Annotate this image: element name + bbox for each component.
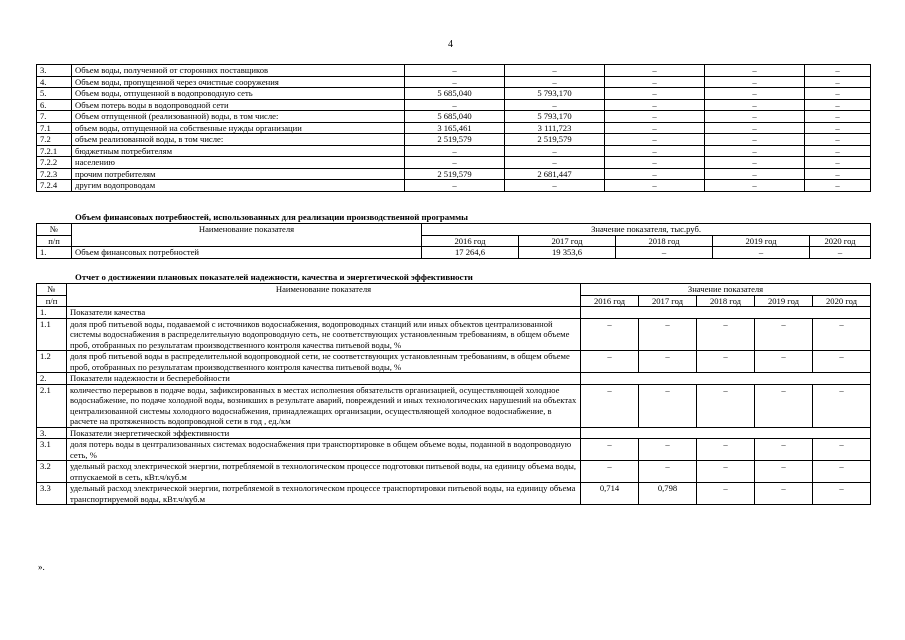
row-value: 2 681,447 bbox=[505, 168, 605, 180]
row-name: Объем воды, полученной от сторонних поставщиков bbox=[72, 65, 405, 77]
group-row bbox=[37, 427, 871, 439]
row-num: 5. bbox=[37, 88, 72, 100]
row-value: – bbox=[805, 180, 871, 192]
table-row bbox=[37, 180, 871, 192]
row-value: – bbox=[805, 99, 871, 111]
table-row bbox=[37, 88, 871, 100]
row-value: 0,714 bbox=[581, 483, 639, 505]
row-name: доля проб питьевой воды, подаваемой с источников водоснабжения, водопроводных станций или иных объектов централизованной системы водоснабжения в распределительную водопроводную сеть, не соответствующих установленным требованиям, в общем объеме проб, отобранных по результатам производственного контроля качества питьевой воды, % bbox=[67, 318, 581, 351]
row-value: – bbox=[581, 461, 639, 483]
row-value: – bbox=[605, 145, 705, 157]
row-value: – bbox=[581, 318, 639, 351]
year-header: 2018 год bbox=[616, 235, 713, 247]
row-name: населению bbox=[72, 157, 405, 169]
row-value: – bbox=[705, 134, 805, 146]
group-num: 1. bbox=[37, 307, 67, 319]
row-value: – bbox=[755, 351, 813, 373]
col-value-header: Значение показателя bbox=[581, 284, 871, 296]
row-value: – bbox=[605, 180, 705, 192]
row-value: – bbox=[605, 88, 705, 100]
row-value: – bbox=[805, 65, 871, 77]
row-name: удельный расход электрической энергии, потребляемой в технологическом процессе подготовки питьевой воды, на единицу объема воды, отпускаемой в сеть, кВт.ч/куб.м bbox=[67, 461, 581, 483]
row-value: 5 685,040 bbox=[405, 88, 505, 100]
financial-needs-title: Объем финансовых потребностей, использованных для реализации производственной программы bbox=[75, 212, 468, 222]
row-value: – bbox=[705, 157, 805, 169]
row-value: – bbox=[639, 318, 697, 351]
row-num: 1.1 bbox=[37, 318, 67, 351]
row-value: – bbox=[705, 88, 805, 100]
row-value: – bbox=[705, 145, 805, 157]
row-name: доля потерь воды в централизованных системах водоснабжения при транспортировке в общем объеме воды, поданной в водопроводную сеть, % bbox=[67, 439, 581, 461]
row-value: – bbox=[813, 351, 871, 373]
col-name-header: Наименование показателя bbox=[72, 224, 422, 247]
table-row bbox=[37, 318, 871, 351]
group-empty-cell bbox=[581, 307, 871, 319]
indicators-table bbox=[36, 283, 871, 505]
row-value: – bbox=[581, 384, 639, 427]
row-value: 2 519,579 bbox=[405, 134, 505, 146]
row-value: 2 519,579 bbox=[505, 134, 605, 146]
row-value: – bbox=[805, 134, 871, 146]
table-row bbox=[37, 111, 871, 123]
row-value: – bbox=[813, 483, 871, 505]
row-value: – bbox=[405, 99, 505, 111]
row-value: – bbox=[505, 99, 605, 111]
row-name: Объем финансовых потребностей bbox=[72, 247, 422, 259]
row-num: 3.1 bbox=[37, 439, 67, 461]
row-num: 3. bbox=[37, 65, 72, 77]
row-value: – bbox=[505, 76, 605, 88]
row-num: 7.2.1 bbox=[37, 145, 72, 157]
row-num: 3.2 bbox=[37, 461, 67, 483]
row-value: 3 111,723 bbox=[505, 122, 605, 134]
row-value: – bbox=[697, 439, 755, 461]
row-value: – bbox=[713, 247, 810, 259]
row-name: доля проб питьевой воды в распределительной водопроводной сети, не соответствующих установленным требованиям, в общем объеме проб, отобранных по результатам производственного контроля качества питьевой воды, % bbox=[67, 351, 581, 373]
table-row bbox=[37, 247, 871, 259]
row-value: – bbox=[805, 76, 871, 88]
year-header: 2017 год bbox=[639, 295, 697, 307]
year-header: 2016 год bbox=[422, 235, 519, 247]
year-header: 2019 год bbox=[713, 235, 810, 247]
row-value: 2 519,579 bbox=[405, 168, 505, 180]
row-num: 7.2.3 bbox=[37, 168, 72, 180]
row-value: – bbox=[505, 157, 605, 169]
row-num: 1.2 bbox=[37, 351, 67, 373]
table-row bbox=[37, 99, 871, 111]
water-volume-table bbox=[36, 64, 871, 192]
page-number: 4 bbox=[448, 39, 453, 50]
row-value: – bbox=[605, 134, 705, 146]
row-value: – bbox=[697, 483, 755, 505]
year-header: 2018 год bbox=[697, 295, 755, 307]
year-header: 2020 год bbox=[813, 295, 871, 307]
row-name: Объем воды, отпущенной в водопроводную сеть bbox=[72, 88, 405, 100]
row-value: – bbox=[705, 76, 805, 88]
row-name: другим водопроводам bbox=[72, 180, 405, 192]
table-row bbox=[37, 76, 871, 88]
row-value: – bbox=[755, 439, 813, 461]
table-row bbox=[37, 483, 871, 505]
row-value: – bbox=[813, 461, 871, 483]
row-num: 6. bbox=[37, 99, 72, 111]
row-value: – bbox=[697, 384, 755, 427]
row-name: удельный расход электрической энергии, потребляемой в технологическом процессе транспортировки питьевой воды, на единицу объема транспортируемой воды, кВт.ч/куб.м bbox=[67, 483, 581, 505]
table-row bbox=[37, 439, 871, 461]
row-value: – bbox=[505, 65, 605, 77]
row-value: – bbox=[705, 180, 805, 192]
row-value: – bbox=[755, 318, 813, 351]
row-num: 7.1 bbox=[37, 122, 72, 134]
year-header: 2020 год bbox=[810, 235, 871, 247]
row-value: – bbox=[805, 168, 871, 180]
row-name: Объем отпущенной (реализованной) воды, в том числе: bbox=[72, 111, 405, 123]
row-value: – bbox=[616, 247, 713, 259]
col-num-header-2: п/п bbox=[37, 295, 67, 307]
row-value: – bbox=[810, 247, 871, 259]
table-row bbox=[37, 122, 871, 134]
table-row bbox=[37, 134, 871, 146]
row-value: – bbox=[705, 122, 805, 134]
row-value: – bbox=[605, 65, 705, 77]
row-value: – bbox=[505, 145, 605, 157]
table-row bbox=[37, 168, 871, 180]
row-name: объем воды, отпущенной на собственные нужды организации bbox=[72, 122, 405, 134]
col-num-header-2: п/п bbox=[37, 235, 72, 247]
row-value: – bbox=[705, 168, 805, 180]
row-value: – bbox=[405, 76, 505, 88]
row-num: 2.1 bbox=[37, 384, 67, 427]
row-value: – bbox=[639, 439, 697, 461]
indicators-report-title: Отчет о достижении плановых показателей надежности, качества и энергетической эффективности bbox=[75, 272, 473, 282]
year-header: 2019 год bbox=[755, 295, 813, 307]
row-num: 7. bbox=[37, 111, 72, 123]
row-value: – bbox=[805, 111, 871, 123]
group-row bbox=[37, 373, 871, 385]
row-value: – bbox=[639, 461, 697, 483]
row-value: – bbox=[705, 99, 805, 111]
row-num: 7.2.2 bbox=[37, 157, 72, 169]
financial-needs-table bbox=[36, 223, 871, 259]
closing-quote: ». bbox=[38, 562, 45, 572]
row-value: – bbox=[755, 461, 813, 483]
row-value: – bbox=[813, 384, 871, 427]
col-value-header: Значение показателя, тыс.руб. bbox=[422, 224, 871, 236]
row-value: – bbox=[697, 351, 755, 373]
row-value: – bbox=[405, 65, 505, 77]
row-num: 7.2.4 bbox=[37, 180, 72, 192]
row-value: 17 264,6 bbox=[422, 247, 519, 259]
row-value: – bbox=[405, 180, 505, 192]
group-name: Показатели энергетической эффективности bbox=[67, 427, 581, 439]
row-value: – bbox=[605, 122, 705, 134]
row-value: 5 793,170 bbox=[505, 88, 605, 100]
table-row bbox=[37, 65, 871, 77]
row-value: – bbox=[405, 157, 505, 169]
row-value: – bbox=[805, 157, 871, 169]
col-num-header: № bbox=[37, 224, 72, 236]
year-header: 2017 год bbox=[519, 235, 616, 247]
row-value: – bbox=[697, 461, 755, 483]
row-value: – bbox=[581, 439, 639, 461]
col-name-header: Наименование показателя bbox=[67, 284, 581, 307]
row-name: бюджетным потребителям bbox=[72, 145, 405, 157]
group-name: Показатели качества bbox=[67, 307, 581, 319]
row-name: количество перерывов в подаче воды, зафиксированных в местах исполнения обязательств организацией, осуществляющей холодное водоснабжение, по подаче холодной воды, возникших в результате аварий, повреждений и иных технологических нарушений на объектах централизованной системы холодного водоснабжения, принадлежащих организации, осуществляющей холодное водоснабжение, в расчете на протяженность водопроводной сети в год , ед./км bbox=[67, 384, 581, 427]
table-row bbox=[37, 384, 871, 427]
row-value: 19 353,6 bbox=[519, 247, 616, 259]
row-value: – bbox=[639, 351, 697, 373]
row-value: – bbox=[605, 111, 705, 123]
row-value: – bbox=[813, 318, 871, 351]
row-value: – bbox=[605, 99, 705, 111]
row-value: – bbox=[755, 384, 813, 427]
row-value: 5 793,170 bbox=[505, 111, 605, 123]
group-row bbox=[37, 307, 871, 319]
row-value: – bbox=[813, 439, 871, 461]
row-value: – bbox=[805, 122, 871, 134]
group-num: 3. bbox=[37, 427, 67, 439]
row-value: 3 165,461 bbox=[405, 122, 505, 134]
row-value: – bbox=[639, 384, 697, 427]
table-row bbox=[37, 351, 871, 373]
row-value: – bbox=[755, 483, 813, 505]
row-name: прочим потребителям bbox=[72, 168, 405, 180]
row-value: – bbox=[605, 168, 705, 180]
row-name: объем реализованной воды, в том числе: bbox=[72, 134, 405, 146]
row-value: – bbox=[805, 145, 871, 157]
row-value: – bbox=[581, 351, 639, 373]
group-num: 2. bbox=[37, 373, 67, 385]
row-value: – bbox=[697, 318, 755, 351]
row-value: – bbox=[505, 180, 605, 192]
group-empty-cell bbox=[581, 373, 871, 385]
row-num: 1. bbox=[37, 247, 72, 259]
row-value: – bbox=[405, 145, 505, 157]
year-header: 2016 год bbox=[581, 295, 639, 307]
group-empty-cell bbox=[581, 427, 871, 439]
col-num-header: № bbox=[37, 284, 67, 296]
row-num: 3.3 bbox=[37, 483, 67, 505]
row-value: – bbox=[605, 76, 705, 88]
row-value: 0,798 bbox=[639, 483, 697, 505]
row-value: – bbox=[705, 111, 805, 123]
table-row bbox=[37, 157, 871, 169]
row-name: Объем воды, пропущенной через очистные сооружения bbox=[72, 76, 405, 88]
table-row bbox=[37, 461, 871, 483]
table-row bbox=[37, 145, 871, 157]
row-value: – bbox=[605, 157, 705, 169]
row-name: Объем потерь воды в водопроводной сети bbox=[72, 99, 405, 111]
row-value: – bbox=[705, 65, 805, 77]
group-name: Показатели надежности и бесперебойности bbox=[67, 373, 581, 385]
row-value: – bbox=[805, 88, 871, 100]
row-num: 4. bbox=[37, 76, 72, 88]
row-num: 7.2 bbox=[37, 134, 72, 146]
row-value: 5 685,040 bbox=[405, 111, 505, 123]
